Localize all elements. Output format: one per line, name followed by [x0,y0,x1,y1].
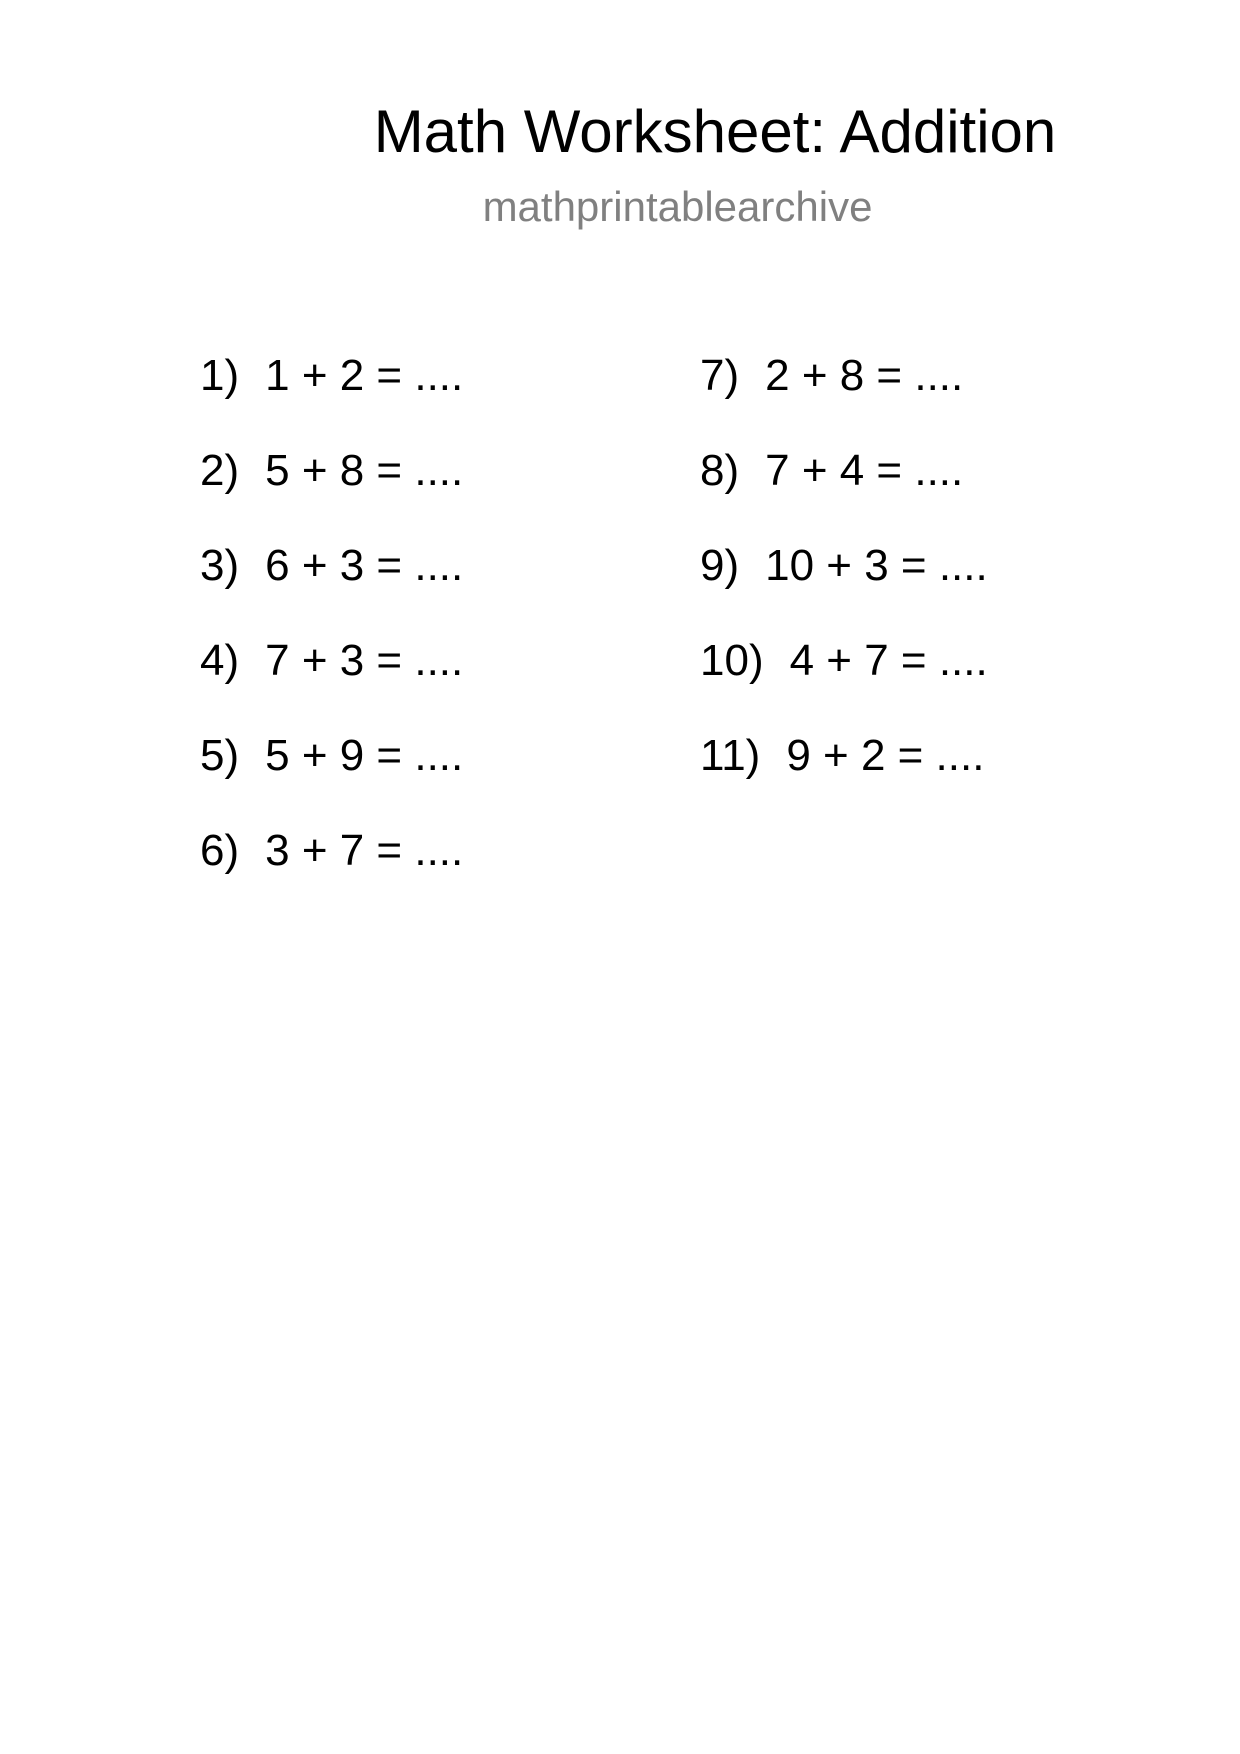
problem-expression: 3 + 7 = .... [265,826,464,875]
problem-expression: 1 + 2 = .... [265,351,464,400]
problem-item [200,540,463,635]
problem-item [700,635,988,730]
problem-expression: 4 + 7 = .... [789,636,988,685]
problem-number: 3) [200,541,240,590]
page-title: Math Worksheet: Addition [373,98,1057,165]
problem-item [700,540,988,635]
problem-expression: 5 + 9 = .... [265,731,464,780]
problem-item [200,730,463,825]
problem-item [200,635,463,730]
problems-column-left [200,350,463,920]
problem-item [200,350,463,445]
problem-item [700,350,988,445]
problem-expression: 5 + 8 = .... [265,446,464,495]
problem-expression: 7 + 4 = .... [765,446,964,495]
problem-number: 11) [700,731,761,780]
page-subtitle: mathprintablearchive [482,183,873,230]
problem-number: 8) [700,446,740,495]
problem-number: 2) [200,446,240,495]
problem-expression: 7 + 3 = .... [265,636,464,685]
problem-item [700,445,988,540]
problem-item [200,825,463,920]
problem-item [700,730,988,825]
problem-expression: 9 + 2 = .... [786,731,985,780]
problem-expression: 2 + 8 = .... [765,351,964,400]
problem-number: 9) [700,541,740,590]
problems-column-right [700,350,988,825]
problem-expression: 6 + 3 = .... [265,541,464,590]
problem-number: 7) [700,351,740,400]
problem-number: 6) [200,826,240,875]
problem-expression: 10 + 3 = .... [765,541,988,590]
problem-number: 10) [700,636,764,685]
problem-item [200,445,463,540]
problem-number: 1) [200,351,240,400]
problem-number: 5) [200,731,240,780]
problem-number: 4) [200,636,240,685]
